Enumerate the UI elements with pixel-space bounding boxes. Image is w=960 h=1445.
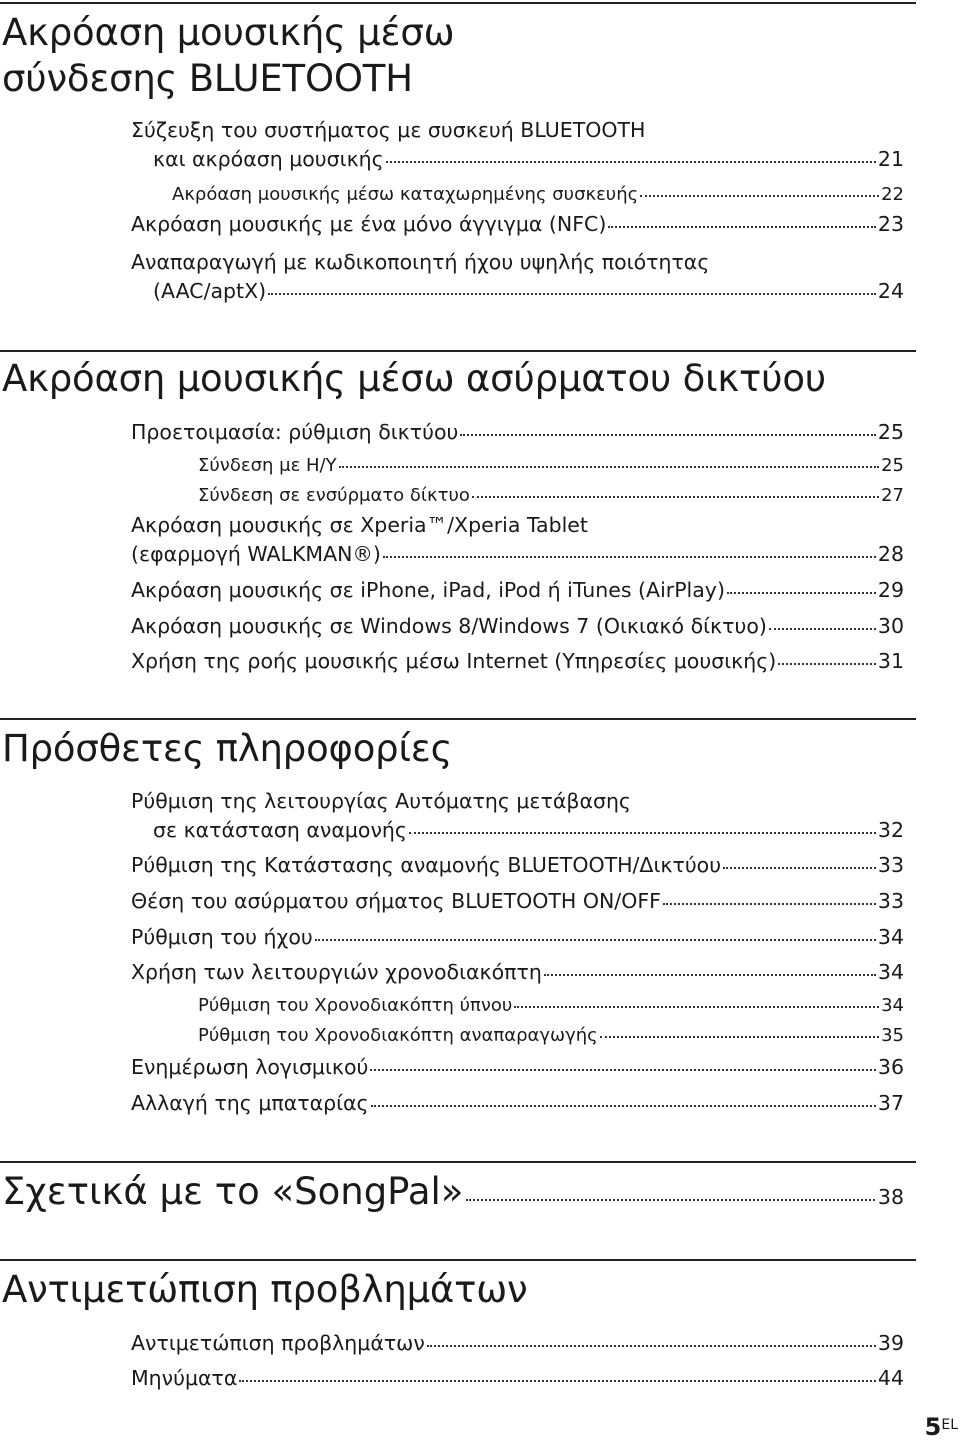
toc-entry[interactable] bbox=[131, 923, 904, 951]
dot-leader bbox=[339, 466, 879, 468]
toc-entry-text: και ακρόαση μουσικής bbox=[153, 147, 384, 171]
toc-page: 33 bbox=[877, 853, 904, 877]
section-title: Πρόσθετες πληροφορίες bbox=[2, 727, 453, 770]
dot-leader bbox=[769, 628, 876, 630]
toc-entry[interactable] bbox=[153, 277, 904, 305]
dot-leader bbox=[460, 434, 876, 436]
toc-entry[interactable] bbox=[131, 210, 904, 238]
toc-page: 29 bbox=[877, 578, 904, 602]
toc-page: 24 bbox=[877, 279, 904, 303]
toc-page: 23 bbox=[877, 212, 904, 236]
dot-leader bbox=[239, 1380, 876, 1382]
toc-entry-text: Μηνύματα bbox=[131, 1366, 238, 1390]
dot-leader bbox=[723, 867, 876, 869]
toc-page: 21 bbox=[877, 147, 904, 171]
dot-leader bbox=[544, 974, 876, 976]
toc-entry[interactable] bbox=[198, 992, 904, 1020]
dot-leader bbox=[386, 161, 876, 163]
toc-entry-text: Ακρόαση μουσικής μέσω καταχωρημένης συσκευής bbox=[172, 184, 639, 205]
toc-entry[interactable] bbox=[131, 647, 904, 675]
toc-entry-text: Ρύθμιση του ήχου bbox=[131, 925, 313, 949]
toc-entry[interactable] bbox=[131, 851, 904, 879]
toc-page: 38 bbox=[877, 1185, 904, 1209]
toc-entry-text: Ακρόαση μουσικής σε Xperia™/Xperia Tablet bbox=[131, 513, 588, 537]
toc-entry-text: Σύνδεση σε ενσύρματο δίκτυο bbox=[198, 485, 470, 506]
dot-leader bbox=[727, 592, 876, 594]
section-title: Σχετικά με το «SongPal» bbox=[2, 1170, 464, 1213]
dot-leader bbox=[608, 226, 876, 228]
language-code: EL bbox=[941, 1417, 958, 1433]
toc-entry-text: Αλλαγή της μπαταρίας bbox=[131, 1091, 369, 1115]
dot-leader bbox=[640, 195, 879, 197]
toc-entry[interactable] bbox=[131, 576, 904, 604]
toc-entry-text: Θέση του ασύρματου σήματος BLUETOOTH ON/OFF bbox=[131, 889, 661, 913]
toc-entry-text: Σύνδεση με Η/Υ bbox=[198, 455, 337, 476]
toc-entry-text: Προετοιμασία: ρύθμιση δικτύου bbox=[131, 420, 459, 444]
toc-page: 28 bbox=[877, 542, 904, 566]
toc-page: 25 bbox=[877, 420, 904, 444]
toc-entry[interactable] bbox=[198, 452, 904, 480]
dot-leader bbox=[472, 496, 879, 498]
dot-leader bbox=[370, 1069, 876, 1071]
toc-page: 34 bbox=[877, 925, 904, 949]
toc-page: 39 bbox=[877, 1331, 904, 1355]
toc-entry-text: σε κατάσταση αναμονής bbox=[153, 818, 407, 842]
toc-page: 36 bbox=[877, 1055, 904, 1079]
toc-page: 37 bbox=[877, 1091, 904, 1115]
toc-entry-text: Αναπαραγωγή με κωδικοποιητή ήχου υψηλής ποιότητας bbox=[131, 250, 710, 274]
section-rule bbox=[0, 350, 916, 352]
dot-leader bbox=[268, 293, 876, 295]
toc-entry[interactable] bbox=[131, 1089, 904, 1117]
toc-entry[interactable] bbox=[131, 1053, 904, 1081]
toc-entry[interactable] bbox=[172, 181, 904, 209]
page-number bbox=[925, 1412, 958, 1442]
toc-entry[interactable] bbox=[153, 145, 904, 173]
toc-entry-text: Χρήση των λειτουργιών χρονοδιακόπτη bbox=[131, 960, 542, 984]
toc-page: 22 bbox=[881, 184, 904, 205]
section-rule bbox=[0, 2, 916, 4]
dot-leader bbox=[514, 1006, 879, 1008]
section-rule bbox=[0, 718, 916, 720]
section-rule bbox=[0, 1161, 916, 1163]
toc-entry-text: (εφαρμογή WALKMAN®) bbox=[131, 542, 381, 566]
toc-entry-text: Ακρόαση μουσικής με ένα μόνο άγγιγμα (NFC) bbox=[131, 212, 607, 236]
toc-entry[interactable] bbox=[153, 816, 904, 844]
toc-page: 33 bbox=[877, 889, 904, 913]
toc-entry-text: Ακρόαση μουσικής σε iPhone, iPad, iPod ή iTunes (AirPlay) bbox=[131, 578, 725, 602]
toc-entry-text: Αντιμετώπιση προβλημάτων bbox=[131, 1331, 425, 1355]
toc-page: 27 bbox=[881, 485, 904, 506]
toc-page: 35 bbox=[881, 1025, 904, 1046]
toc-entry-text: Ρύθμιση του Χρονοδιακόπτη ύπνου bbox=[198, 995, 513, 1016]
toc-page: 34 bbox=[881, 995, 904, 1016]
dot-leader bbox=[778, 663, 876, 665]
toc-entry[interactable] bbox=[198, 482, 904, 510]
toc-entry-text: Χρήση της ροής μουσικής μέσω Internet (Υπηρεσίες μουσικής) bbox=[131, 649, 777, 673]
toc-entry-text: Σύζευξη του συστήματος με συσκευή BLUETOOTH bbox=[131, 118, 646, 142]
page-number-value: 5 bbox=[924, 1413, 942, 1441]
toc-entry[interactable] bbox=[131, 612, 904, 640]
dot-leader bbox=[427, 1345, 876, 1347]
toc-entry-text: (AAC/aptX) bbox=[153, 279, 267, 303]
toc-entry[interactable] bbox=[2, 1169, 904, 1215]
section-title: σύνδεσης BLUETOOTH bbox=[2, 57, 413, 100]
toc-entry-text: Ενημέρωση λογισμικού bbox=[131, 1055, 369, 1079]
toc-entry[interactable] bbox=[131, 1329, 904, 1357]
dot-leader bbox=[315, 939, 876, 941]
section-title: Ακρόαση μουσικής μέσω bbox=[2, 11, 455, 54]
toc-entry-text: Ρύθμιση του Χρονοδιακόπτη αναπαραγωγής bbox=[198, 1025, 598, 1046]
dot-leader bbox=[663, 903, 876, 905]
toc-page: 32 bbox=[877, 818, 904, 842]
toc-entry-text: Ακρόαση μουσικής σε Windows 8/Windows 7 (Οικιακό δίκτυο) bbox=[131, 614, 767, 638]
toc-entry[interactable] bbox=[131, 887, 904, 915]
section-title: Ακρόαση μουσικής μέσω ασύρματου δικτύου bbox=[2, 357, 826, 400]
toc-entry[interactable] bbox=[131, 540, 904, 568]
section-rule bbox=[0, 1259, 916, 1261]
dot-leader bbox=[600, 1036, 879, 1038]
toc-entry[interactable] bbox=[198, 1022, 904, 1050]
toc-entry[interactable] bbox=[131, 958, 904, 986]
toc-entry-text: Ρύθμιση της λειτουργίας Αυτόματης μετάβασης bbox=[131, 789, 631, 813]
toc-entry-text: Ρύθμιση της Κατάστασης αναμονής BLUETOOTH/Δικτύου bbox=[131, 853, 722, 877]
toc-page: 30 bbox=[877, 614, 904, 638]
dot-leader bbox=[466, 1199, 874, 1201]
toc-entry[interactable] bbox=[131, 418, 904, 446]
toc-page: 44 bbox=[877, 1366, 904, 1390]
dot-leader bbox=[383, 556, 876, 558]
section-title: Αντιμετώπιση προβλημάτων bbox=[2, 1268, 528, 1311]
toc-page: 34 bbox=[877, 960, 904, 984]
dot-leader bbox=[409, 832, 876, 834]
dot-leader bbox=[371, 1105, 876, 1107]
toc-page: 25 bbox=[881, 455, 904, 476]
toc-entry[interactable] bbox=[131, 1364, 904, 1392]
toc-page: 31 bbox=[877, 649, 904, 673]
